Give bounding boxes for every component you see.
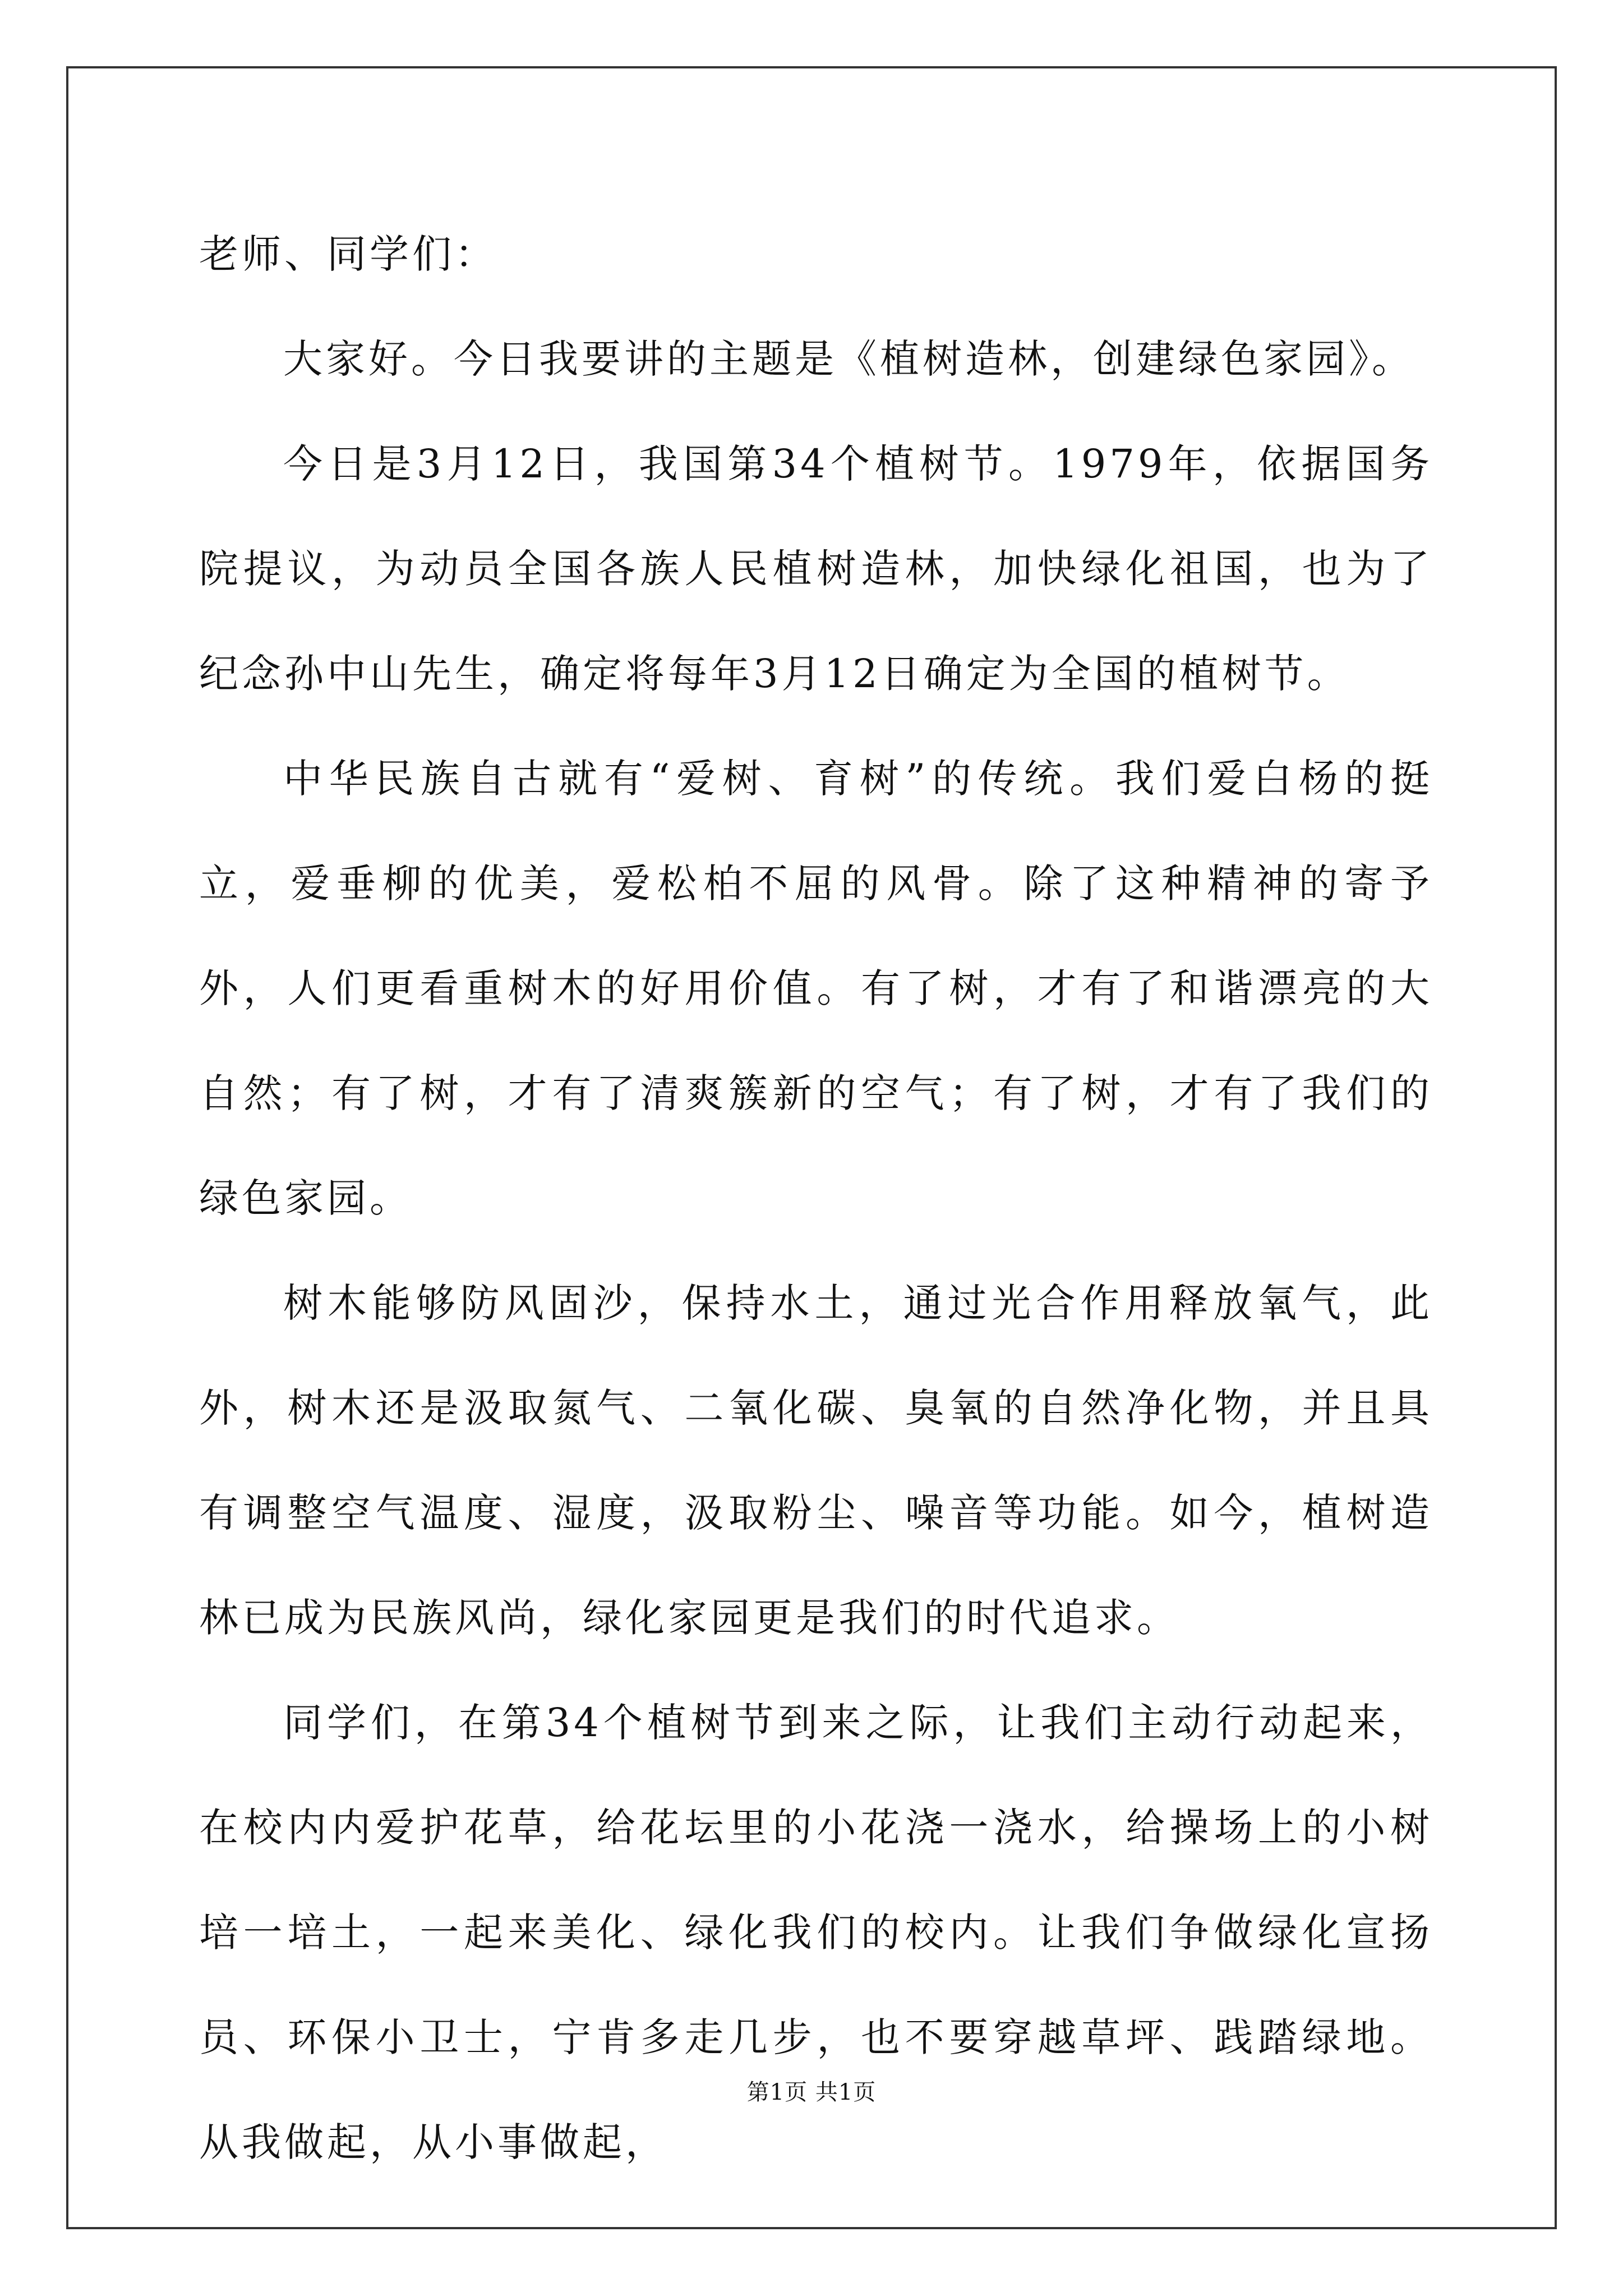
- tree-benefits-paragraph: 树木能够防风固沙，保持水土，通过光合作用释放氧气，此外，树木还是汲取氮气、二氧化碳、臭氧的自然净化物，并且具有调整空气温度、湿度，汲取粉尘、噪音等功能。如今，植树造林已成为民族风尚，绿化家园更是我们的时代追求。: [199, 1280, 1433, 1641]
- document-body: [199, 202, 1433, 2195]
- greeting-paragraph: 大家好。今日我要讲的主题是《植树造林，创建绿色家园》。: [283, 336, 1414, 382]
- page-number-footer: 第1页 共1页: [746, 2079, 877, 2105]
- salutation-paragraph: 老师、同学们：: [199, 231, 497, 277]
- call-to-action-paragraph: 同学们，在第34个植树节到来之际，让我们主动行动起来，在校内内爱护花草，给花坛里的小花浇一浇水，给操场上的小树培一培土，一起来美化、绿化我们的校内。让我们争做绿化宣扬员、环保小卫士，宁肯多走几步，也不要穿越草坪、践踏绿地。从我做起，从小事做起，: [199, 1700, 1433, 2165]
- tradition-paragraph: 中华民族自古就有“爱树、育树”的传统。我们爱白杨的挺立，爱垂柳的优美，爱松柏不屈的风骨。除了这种精神的寄予外，人们更看重树木的好用价值。有了树，才有了和谐漂亮的大自然；有了树，才有了清爽簇新的空气；有了树，才有了我们的绿色家园。: [199, 756, 1433, 1221]
- arbor-day-history-paragraph: 今日是3月12日，我国第34个植树节。1979年，依据国务院提议，为动员全国各族人民植树造林，加快绿化祖国，也为了纪念孙中山先生，确定将每年3月12日确定为全国的植树节。: [199, 441, 1433, 697]
